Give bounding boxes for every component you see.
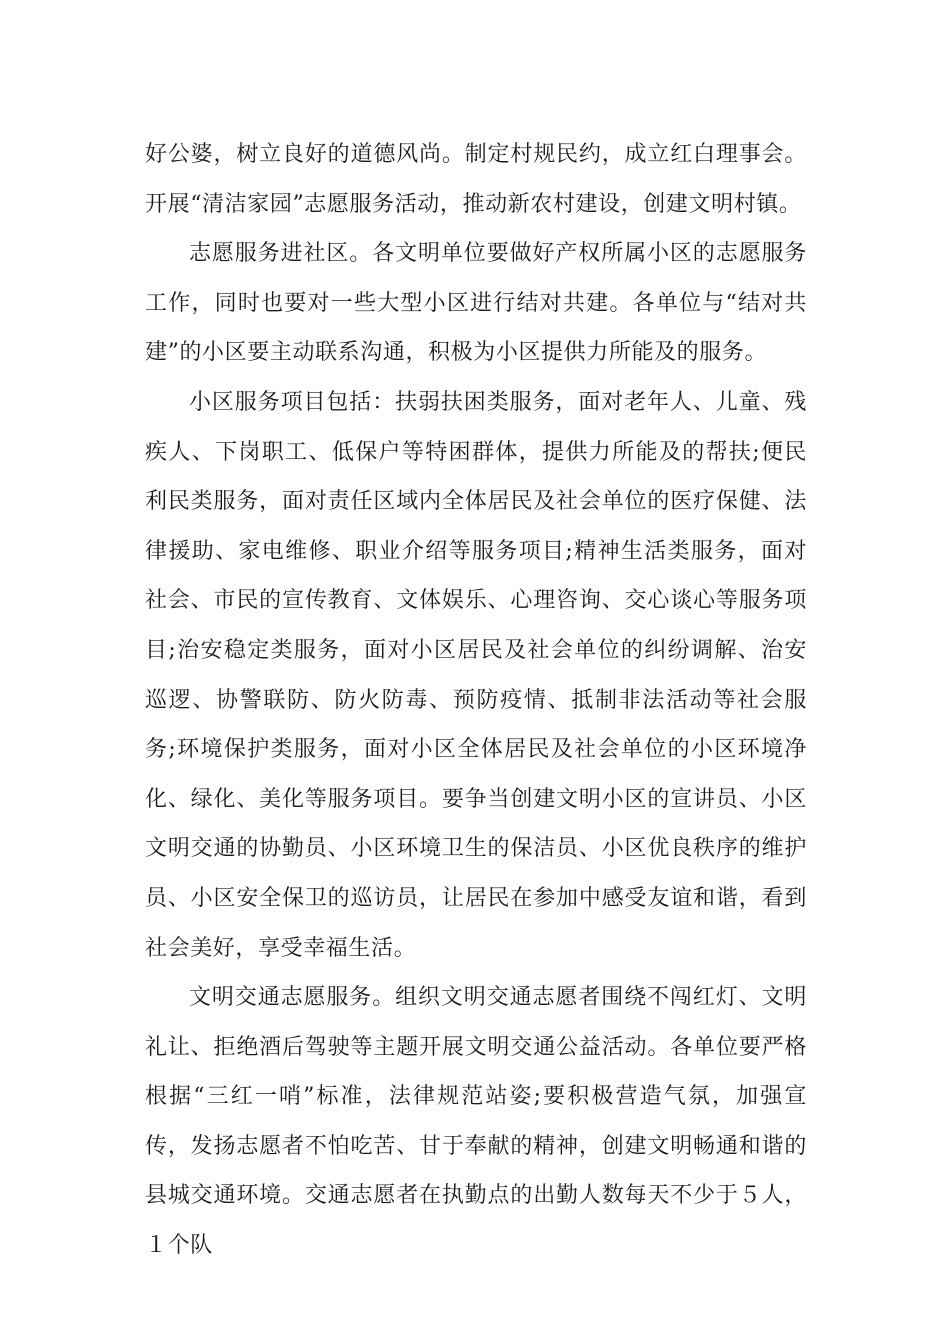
paragraph-4: 文明交通志愿服务。组织文明交通志愿者围绕不闯红灯、文明礼让、拒绝酒后驾驶等主题开展文明交通公益活动。各单位要严格根据“三红一哨”标准，法律规范站姿;要积极营造气氛，加强宣传，发扬志愿者不怕吃苦、甘于奉献的精神，创建文明畅通和谐的县城交通环境。交通志愿者在执勤点的出勤人数每天不少于５人，１个队 <box>145 985 807 1259</box>
paragraph-1: 好公婆，树立良好的道德风尚。制定村规民约，成立红白理事会。开展“清洁家园”志愿服务活动，推动新农村建设，创建文明村镇。 <box>145 142 807 217</box>
paragraph-3: 小区服务项目包括：扶弱扶困类服务，面对老年人、儿童、残疾人、下岗职工、低保户等特困群体，提供力所能及的帮扶;便民利民类服务，面对责任区域内全体居民及社会单位的医疗保健、法律援助、家电维修、职业介绍等服务项目;精神生活类服务，面对社会、市民的宣传教育、文体娱乐、心理咨询、交心谈心等服务项目;治安稳定类服务，面对小区居民及社会单位的纠纷调解、治安巡逻、协警联防、防火防毒、预防疫情、抵制非法活动等社会服务;环境保护类服务，面对小区全体居民及社会单位的小区环境净化、绿化、美化等服务项目。要争当创建文明小区的宣讲员、小区文明交通的协勤员、小区环境卫生的保洁员、小区优良秩序的维护员、小区安全保卫的巡访员，让居民在参加中感受友谊和谐，看到社会美好，享受幸福生活。 <box>145 389 807 961</box>
paragraph-2: 志愿服务进社区。各文明单位要做好产权所属小区的志愿服务工作，同时也要对一些大型小区进行结对共建。各单位与“结对共建”的小区要主动联系沟通，积极为小区提供力所能及的服务。 <box>145 241 807 366</box>
document-body <box>145 130 807 1271</box>
